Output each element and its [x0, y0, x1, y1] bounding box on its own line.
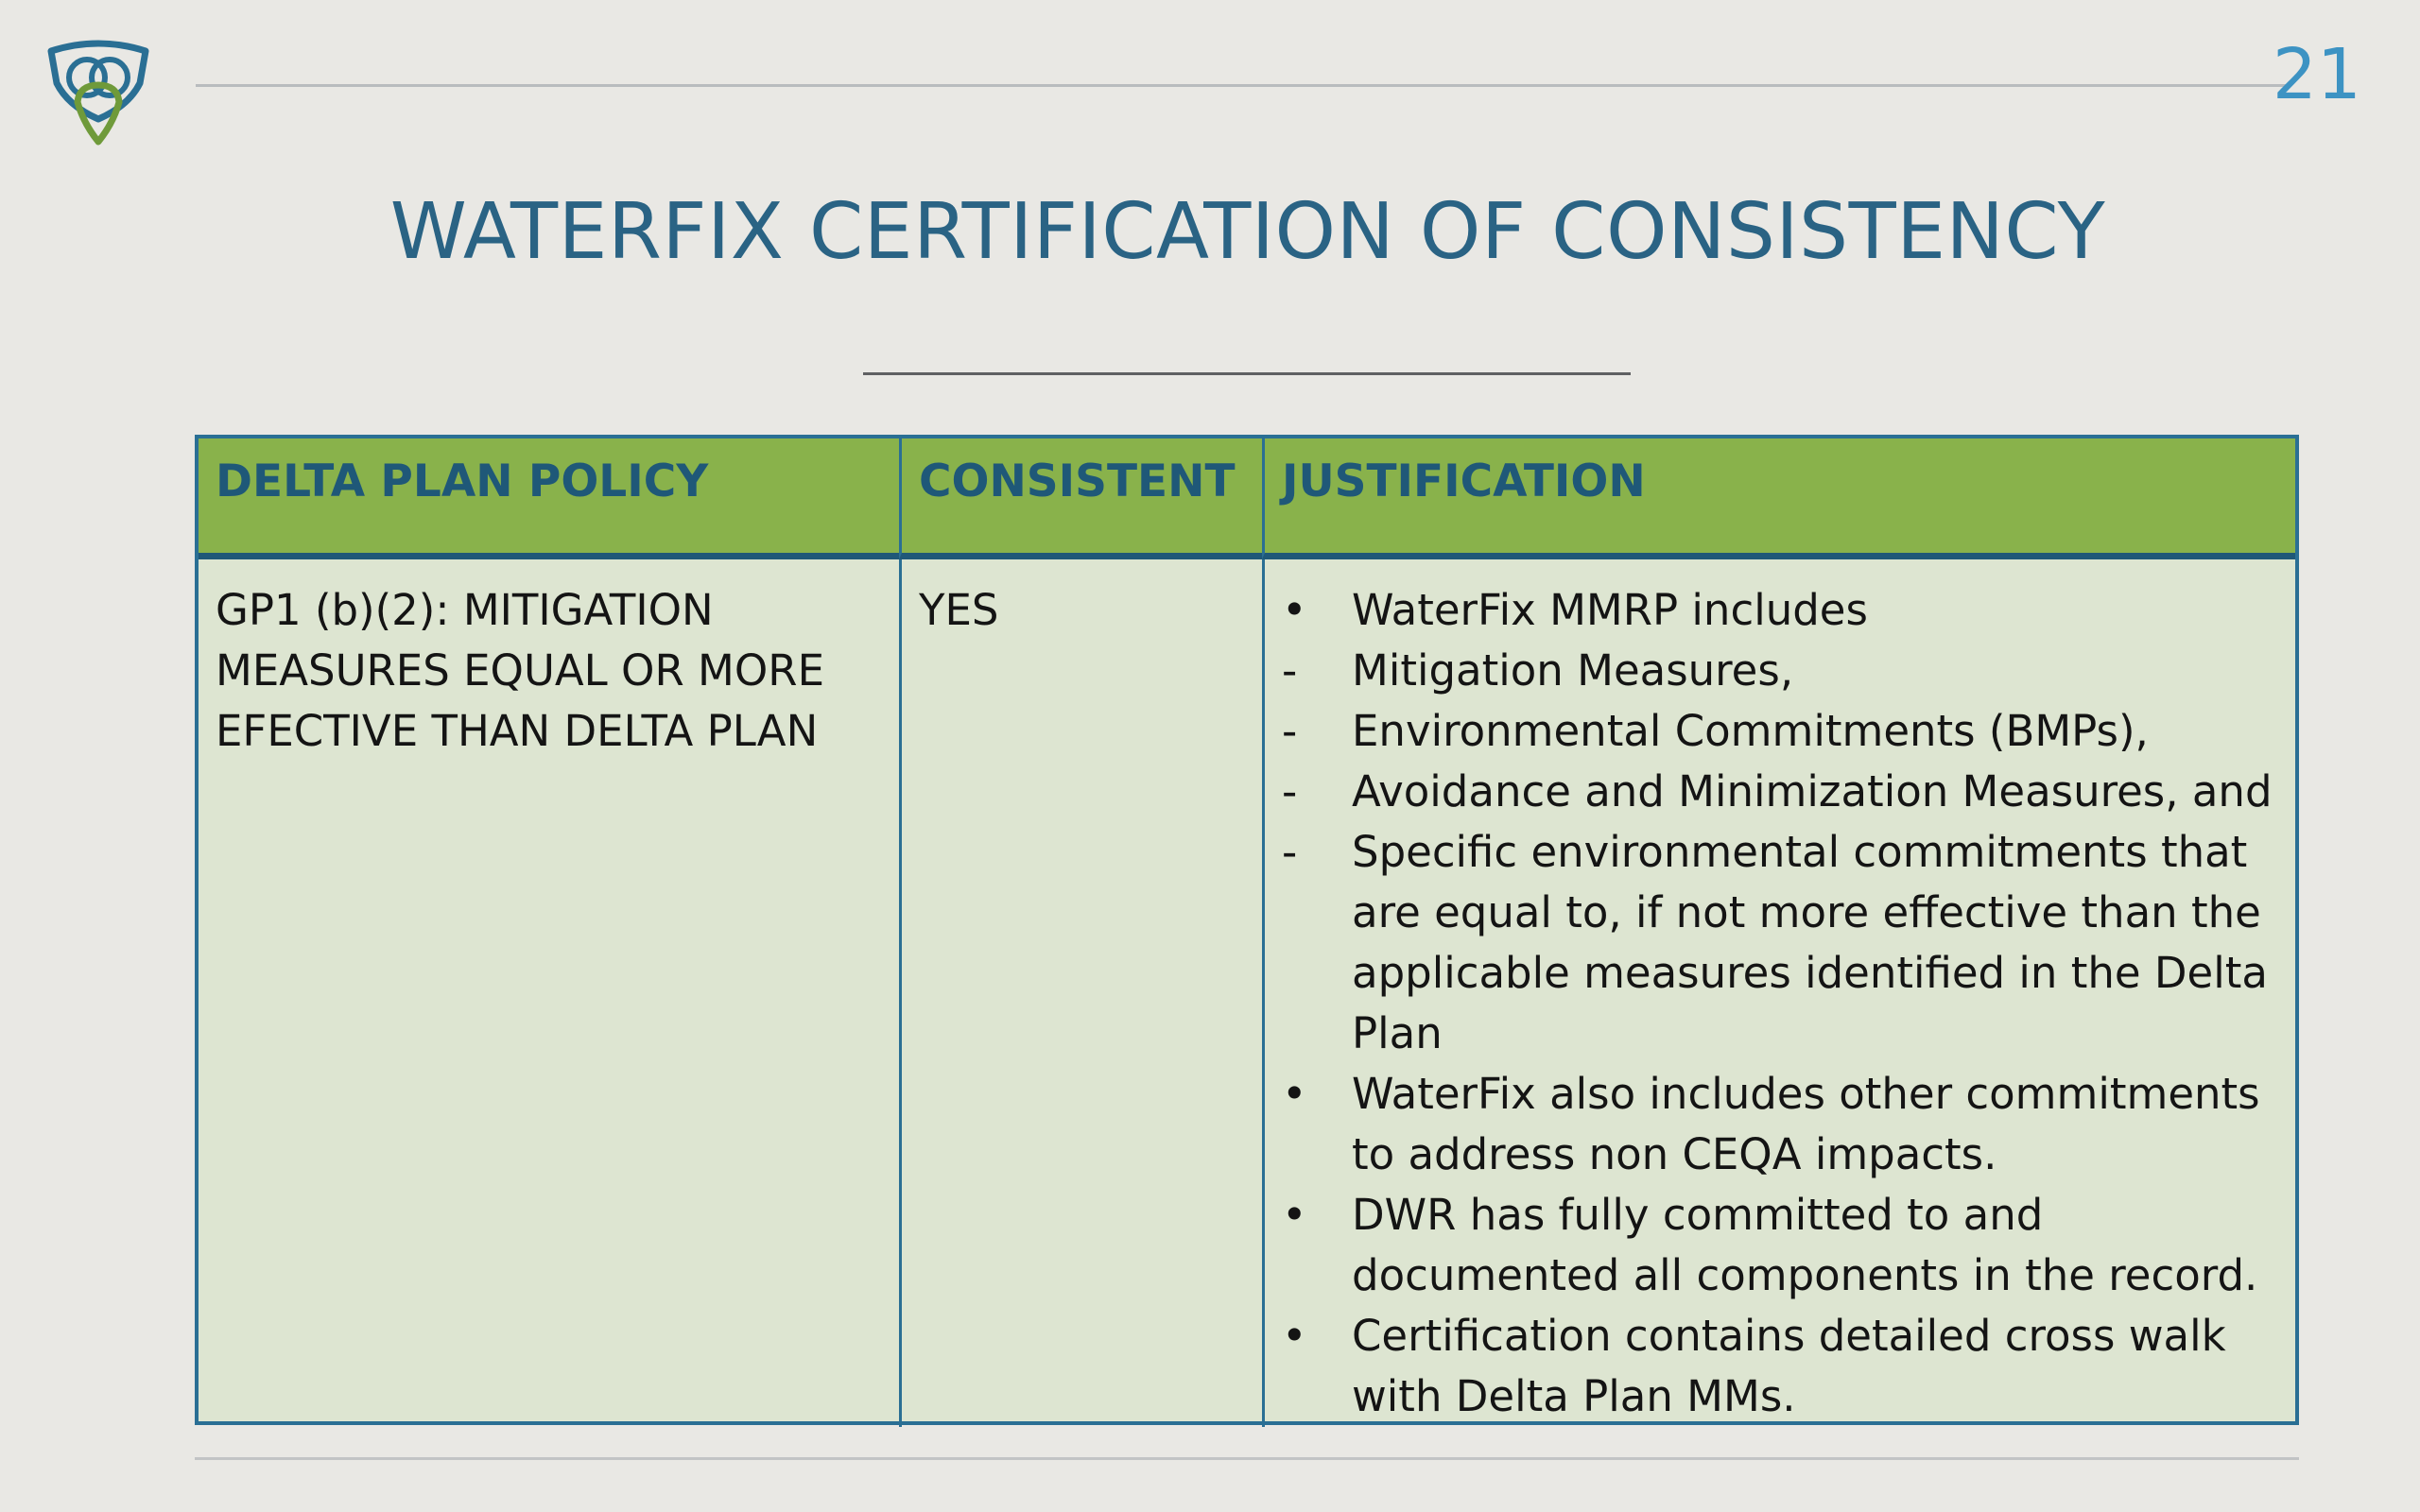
justification-item: [1282, 1185, 2278, 1306]
justification-item: [1282, 1306, 2278, 1427]
dash-marker: -: [1282, 645, 1298, 696]
justification-text: WaterFix MMRP includes: [1352, 585, 1868, 635]
justification-text: Mitigation Measures,: [1352, 645, 1794, 696]
bullet-marker: •: [1282, 1190, 1307, 1240]
justification-item: [1282, 701, 2278, 762]
justification-item: [1282, 822, 2278, 1064]
justification-text: Environmental Commitments (BMPs),: [1352, 706, 2149, 756]
justification-text: Specific environmental commitments that are equal to, if not more effective than the applicable measures identified in the Delta Plan: [1352, 827, 2268, 1058]
justification-text: Certification contains detailed cross walk with Delta Plan MMs.: [1352, 1311, 2226, 1421]
dash-marker: -: [1282, 706, 1298, 756]
justification-item: [1282, 641, 2278, 701]
bullet-marker: •: [1282, 1311, 1307, 1361]
policy-cell: GP1 (b)(2): MITIGATION MEASURES EQUAL OR MORE EFECTIVE THAN DELTA PLAN: [216, 585, 824, 756]
slide-title: WATERFIX CERTIFICATION OF CONSISTENCY: [389, 187, 2106, 277]
shield-logo-icon: [43, 40, 153, 149]
justification-cell: [1262, 559, 2295, 1427]
consistency-table: [195, 435, 2299, 1425]
dash-marker: -: [1282, 827, 1298, 877]
justification-item: [1282, 1064, 2278, 1185]
page-number: 21: [2272, 34, 2361, 115]
justification-text: DWR has fully committed to and documented all components in the record.: [1352, 1190, 2258, 1300]
justification-item: [1282, 580, 2278, 641]
header-consistent: CONSISTENT: [899, 438, 1262, 559]
title-underline: [863, 372, 1631, 375]
bullet-marker: •: [1282, 1069, 1307, 1119]
dash-marker: -: [1282, 766, 1298, 816]
bullet-marker: •: [1282, 585, 1307, 635]
justification-text: WaterFix also includes other commitments to address non CEQA impacts.: [1352, 1069, 2260, 1179]
justification-item: [1282, 762, 2278, 822]
header-delta-plan-policy: DELTA PLAN POLICY: [199, 438, 899, 559]
header-divider: [196, 84, 2288, 87]
consistent-cell: YES: [899, 559, 1262, 1427]
justification-list: [1282, 580, 2278, 1427]
footer-divider: [195, 1457, 2299, 1460]
header-justification: JUSTIFICATION: [1262, 438, 2295, 559]
justification-text: Avoidance and Minimization Measures, and: [1352, 766, 2273, 816]
